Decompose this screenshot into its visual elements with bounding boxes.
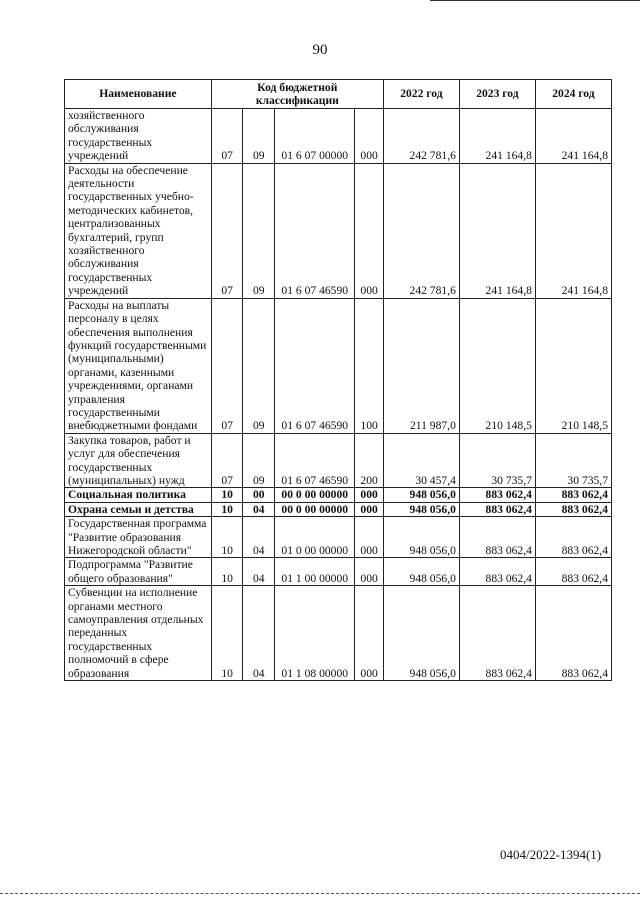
row-target-article: 01 0 00 00000 (275, 517, 355, 558)
row-section: 10 (211, 586, 243, 681)
budget-table (64, 79, 612, 681)
row-name: Государственная программа "Развитие образования Нижегородской области" (65, 517, 212, 558)
row-amount-2023: 210 148,5 (459, 298, 535, 433)
row-subsection: 04 (243, 517, 275, 558)
table-row (65, 517, 612, 558)
row-amount-2023: 883 062,4 (459, 558, 535, 586)
row-amount-2024: 30 735,7 (535, 433, 611, 488)
header-2022: 2022 год (383, 80, 459, 109)
row-target-article: 01 6 07 46590 (275, 433, 355, 488)
row-amount-2024: 241 164,8 (535, 163, 611, 298)
row-amount-2022: 948 056,0 (383, 517, 459, 558)
row-subsection: 04 (243, 558, 275, 586)
row-amount-2024: 241 164,8 (535, 109, 611, 164)
table-row (65, 558, 612, 586)
row-amount-2024: 883 062,4 (535, 502, 611, 516)
table-row (65, 586, 612, 681)
row-target-article: 01 6 07 00000 (275, 109, 355, 164)
row-section: 07 (211, 163, 243, 298)
row-amount-2024: 883 062,4 (535, 558, 611, 586)
document-code: 0404/2022-1394(1) (500, 847, 602, 862)
row-amount-2024: 210 148,5 (535, 298, 611, 433)
row-amount-2024: 883 062,4 (535, 517, 611, 558)
row-name: Социальная политика (65, 488, 212, 502)
row-section: 10 (211, 502, 243, 516)
table-row (65, 298, 612, 433)
row-amount-2022: 948 056,0 (383, 558, 459, 586)
row-name: Субвенции на исполнение органами местного самоуправления отдельных переданных государственных полномочий в сфере образования (65, 586, 212, 681)
bottom-rule (0, 893, 640, 895)
row-expense-kind: 000 (355, 488, 384, 502)
row-name: Расходы на обеспечение деятельности государственных учебно-методических кабинетов, централизованных бухгалтерий, групп хозяйственного обслуживания государственных учреждений (65, 163, 212, 298)
row-amount-2023: 241 164,8 (459, 163, 535, 298)
header-code: Код бюджетной классификации (211, 80, 383, 109)
row-amount-2022: 242 781,6 (383, 109, 459, 164)
row-name: Расходы на выплаты персоналу в целях обеспечения выполнения функций государственными (муниципальными) органами, казенными учреждениями, органами управления государственными внебюджетными фондами (65, 298, 212, 433)
row-section: 10 (211, 558, 243, 586)
row-subsection: 09 (243, 433, 275, 488)
row-name: Закупка товаров, работ и услуг для обеспечения государственных (муниципальных) нужд (65, 433, 212, 488)
row-subsection: 00 (243, 488, 275, 502)
top-rule (430, 0, 640, 1)
row-target-article: 01 6 07 46590 (275, 163, 355, 298)
row-expense-kind: 000 (355, 517, 384, 558)
header-name: Наименование (65, 80, 212, 109)
table-header-row (65, 80, 612, 109)
row-target-article: 00 0 00 00000 (275, 502, 355, 516)
table-row (65, 502, 612, 516)
row-target-article: 01 1 00 00000 (275, 558, 355, 586)
row-target-article: 01 6 07 46590 (275, 298, 355, 433)
row-amount-2023: 883 062,4 (459, 586, 535, 681)
row-expense-kind: 100 (355, 298, 384, 433)
row-expense-kind: 000 (355, 558, 384, 586)
header-2023: 2023 год (459, 80, 535, 109)
row-amount-2022: 242 781,6 (383, 163, 459, 298)
row-expense-kind: 000 (355, 109, 384, 164)
row-name: хозяйственного обслуживания государственных учреждений (65, 109, 212, 164)
row-amount-2022: 30 457,4 (383, 433, 459, 488)
row-amount-2023: 883 062,4 (459, 502, 535, 516)
row-subsection: 04 (243, 586, 275, 681)
row-section: 07 (211, 433, 243, 488)
row-amount-2024: 883 062,4 (535, 488, 611, 502)
row-expense-kind: 000 (355, 586, 384, 681)
table-row (65, 109, 612, 164)
row-expense-kind: 000 (355, 163, 384, 298)
row-name: Подпрограмма "Развитие общего образования" (65, 558, 212, 586)
row-amount-2023: 883 062,4 (459, 517, 535, 558)
row-section: 10 (211, 517, 243, 558)
row-amount-2024: 883 062,4 (535, 586, 611, 681)
row-subsection: 09 (243, 109, 275, 164)
row-amount-2023: 883 062,4 (459, 488, 535, 502)
row-section: 10 (211, 488, 243, 502)
table-row (65, 488, 612, 502)
row-amount-2022: 948 056,0 (383, 502, 459, 516)
row-amount-2023: 30 735,7 (459, 433, 535, 488)
row-target-article: 00 0 00 00000 (275, 488, 355, 502)
row-subsection: 09 (243, 163, 275, 298)
row-section: 07 (211, 109, 243, 164)
header-2024: 2024 год (535, 80, 611, 109)
row-amount-2022: 948 056,0 (383, 488, 459, 502)
row-subsection: 09 (243, 298, 275, 433)
page-number: 90 (312, 42, 328, 58)
row-target-article: 01 1 08 00000 (275, 586, 355, 681)
row-amount-2022: 211 987,0 (383, 298, 459, 433)
row-section: 07 (211, 298, 243, 433)
row-name: Охрана семьи и детства (65, 502, 212, 516)
row-subsection: 04 (243, 502, 275, 516)
table-row (65, 433, 612, 488)
row-expense-kind: 000 (355, 502, 384, 516)
row-amount-2022: 948 056,0 (383, 586, 459, 681)
row-amount-2023: 241 164,8 (459, 109, 535, 164)
table-row (65, 163, 612, 298)
row-expense-kind: 200 (355, 433, 384, 488)
